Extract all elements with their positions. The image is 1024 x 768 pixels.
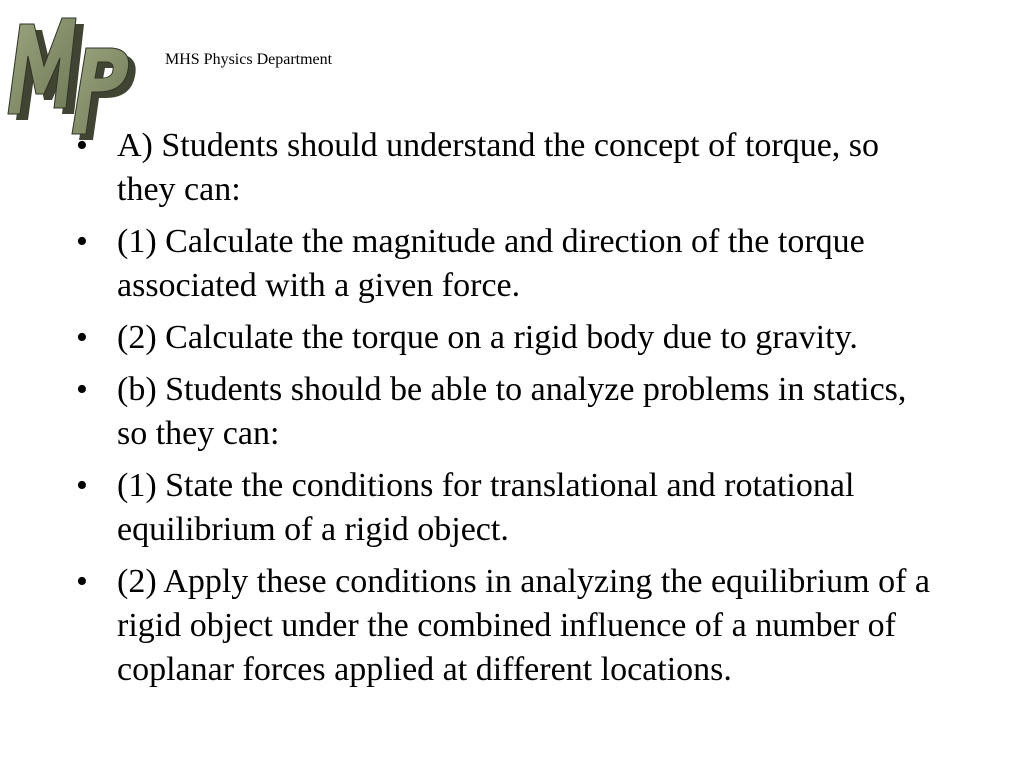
bullet-text: (1) State the conditions for translational and rotational equilibrium of a rigid object. xyxy=(117,467,855,548)
list-item xyxy=(76,464,936,552)
bullet-dot: • xyxy=(76,223,88,260)
bullet-text: A) Students should understand the concept of torque, so they can: xyxy=(117,127,880,208)
bullet-text: (b) Students should be able to analyze problems in statics, so they can: xyxy=(117,371,907,452)
mp-logo-icon xyxy=(0,8,140,143)
bullet-dot: • xyxy=(76,127,88,164)
list-item xyxy=(76,368,936,456)
bullet-text: (2) Calculate the torque on a rigid body due to gravity. xyxy=(117,319,858,356)
list-item xyxy=(76,124,936,212)
bullet-text: (1) Calculate the magnitude and direction of the torque associated with a given force. xyxy=(117,223,865,304)
bullet-text: (2) Apply these conditions in analyzing the equilibrium of a rigid object under the combined influence of a number of coplanar forces applied at different locations. xyxy=(117,563,930,688)
bullet-dot: • xyxy=(76,319,88,356)
list-item xyxy=(76,560,936,692)
bullet-dot: • xyxy=(76,563,88,600)
list-item xyxy=(76,316,936,360)
department-label: MHS Physics Department xyxy=(165,51,333,68)
bullet-dot: • xyxy=(76,467,88,504)
list-item xyxy=(76,220,936,308)
bullet-dot: • xyxy=(76,371,88,408)
bullet-list xyxy=(76,124,936,700)
